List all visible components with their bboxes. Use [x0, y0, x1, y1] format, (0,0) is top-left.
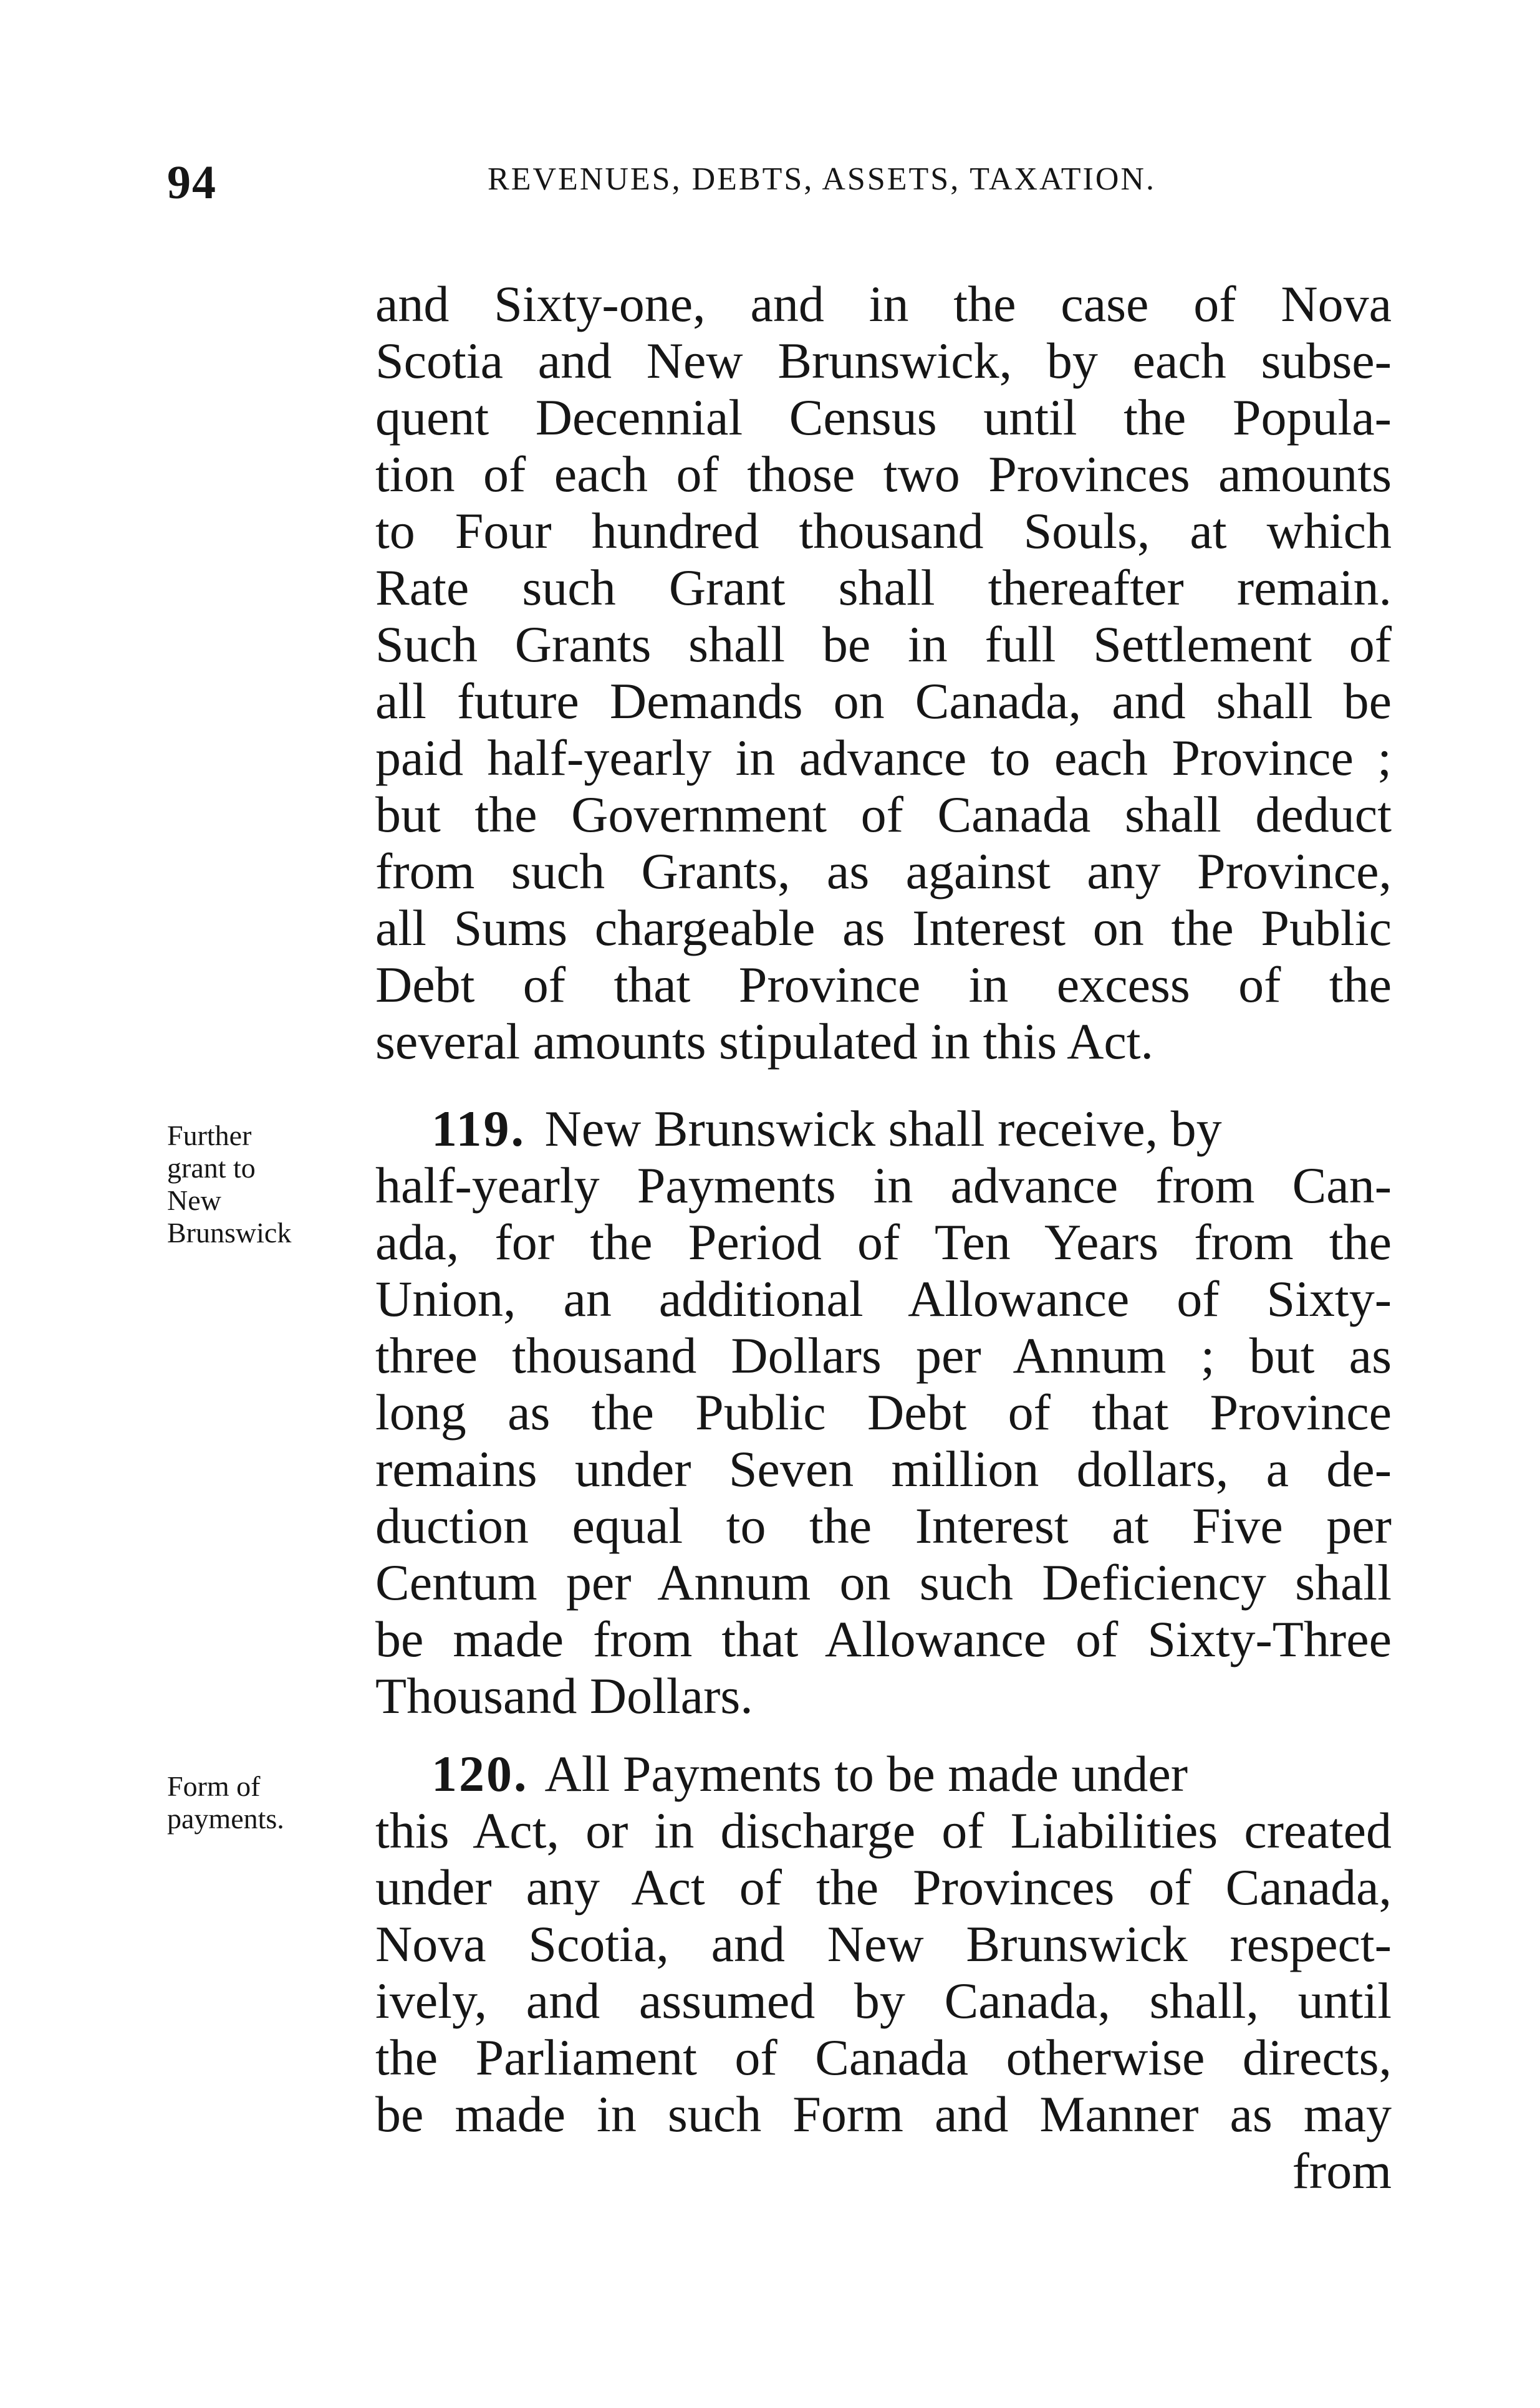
text-line: Rate such Grant shall thereafter remain.	[375, 559, 1392, 616]
sidenote-line: New	[167, 1184, 221, 1216]
section-first-line	[375, 1745, 1392, 1802]
text-line: be made from that Allowance of Sixty-Three	[375, 1611, 1392, 1667]
page-header	[167, 156, 1389, 212]
catchword: from	[1292, 2142, 1392, 2199]
text-line: duction equal to the Interest at Five per	[375, 1497, 1392, 1554]
text-line: half-yearly Payments in advance from Can-	[375, 1157, 1392, 1214]
text-line: Scotia and New Brunswick, by each subse-	[375, 332, 1392, 389]
text-line: to Four hundred thousand Souls, at which	[375, 502, 1392, 559]
text-line: but the Government of Canada shall deduct	[375, 786, 1392, 843]
text-line: under any Act of the Provinces of Canada,	[375, 1859, 1392, 1916]
text-line: all Sums chargeable as Interest on the Public	[375, 899, 1392, 956]
section-number: 119.	[431, 1100, 526, 1157]
section-number: 120.	[431, 1745, 529, 1802]
sidenote-line: payments.	[167, 1803, 284, 1835]
sidenote-further-grant	[167, 1120, 373, 1249]
text-line: long as the Public Debt of that Province	[375, 1384, 1392, 1441]
text-line: ively, and assumed by Canada, shall, until	[375, 1972, 1392, 2029]
text-line: Such Grants shall be in full Settlement of	[375, 616, 1392, 673]
section-first-line	[375, 1100, 1392, 1157]
text-line: three thousand Dollars per Annum ; but as	[375, 1327, 1392, 1384]
text-line: several amounts stipulated in this Act.	[375, 1013, 1154, 1070]
section-119-paragraph	[375, 1100, 1392, 1724]
text-line: New Brunswick shall receive, by	[544, 1100, 1222, 1157]
text-line: from such Grants, as against any Province,	[375, 843, 1392, 899]
text-line: ada, for the Period of Ten Years from the	[375, 1214, 1392, 1270]
text-line: Centum per Annum on such Deficiency shall	[375, 1554, 1392, 1611]
continuation-paragraph	[375, 276, 1392, 1070]
sidenote-line: Brunswick	[167, 1217, 292, 1249]
text-line: be made in such Form and Manner as may	[375, 2086, 1392, 2142]
text-line: All Payments to be made under	[544, 1745, 1188, 1802]
running-title: REVENUES, DEBTS, ASSETS, TAXATION.	[488, 161, 1156, 197]
text-line: Union, an additional Allowance of Sixty-	[375, 1270, 1392, 1327]
text-line: and Sixty-one, and in the case of Nova	[375, 276, 1392, 332]
sidenote-line: Further	[167, 1120, 252, 1151]
text-line: tion of each of those two Provinces amounts	[375, 446, 1392, 502]
sidenote-line: Form of	[167, 1770, 261, 1802]
sidenote-form-of-payments	[167, 1770, 373, 1835]
text-line: Debt of that Province in excess of the	[375, 956, 1392, 1013]
page-number: 94	[167, 156, 217, 209]
text-line: Nova Scotia, and New Brunswick respect-	[375, 1916, 1392, 1972]
text-line: remains under Seven million dollars, a de-	[375, 1441, 1392, 1497]
text-line: all future Demands on Canada, and shall be	[375, 673, 1392, 729]
text-line: this Act, or in discharge of Liabilities created	[375, 1802, 1392, 1859]
sidenote-line: grant to	[167, 1152, 256, 1184]
text-line: Thousand Dollars.	[375, 1667, 753, 1724]
text-line: the Parliament of Canada otherwise directs,	[375, 2029, 1392, 2086]
text-line: paid half-yearly in advance to each Province ;	[375, 729, 1392, 786]
text-line: quent Decennial Census until the Popula-	[375, 389, 1392, 446]
section-120-paragraph	[375, 1745, 1392, 2199]
